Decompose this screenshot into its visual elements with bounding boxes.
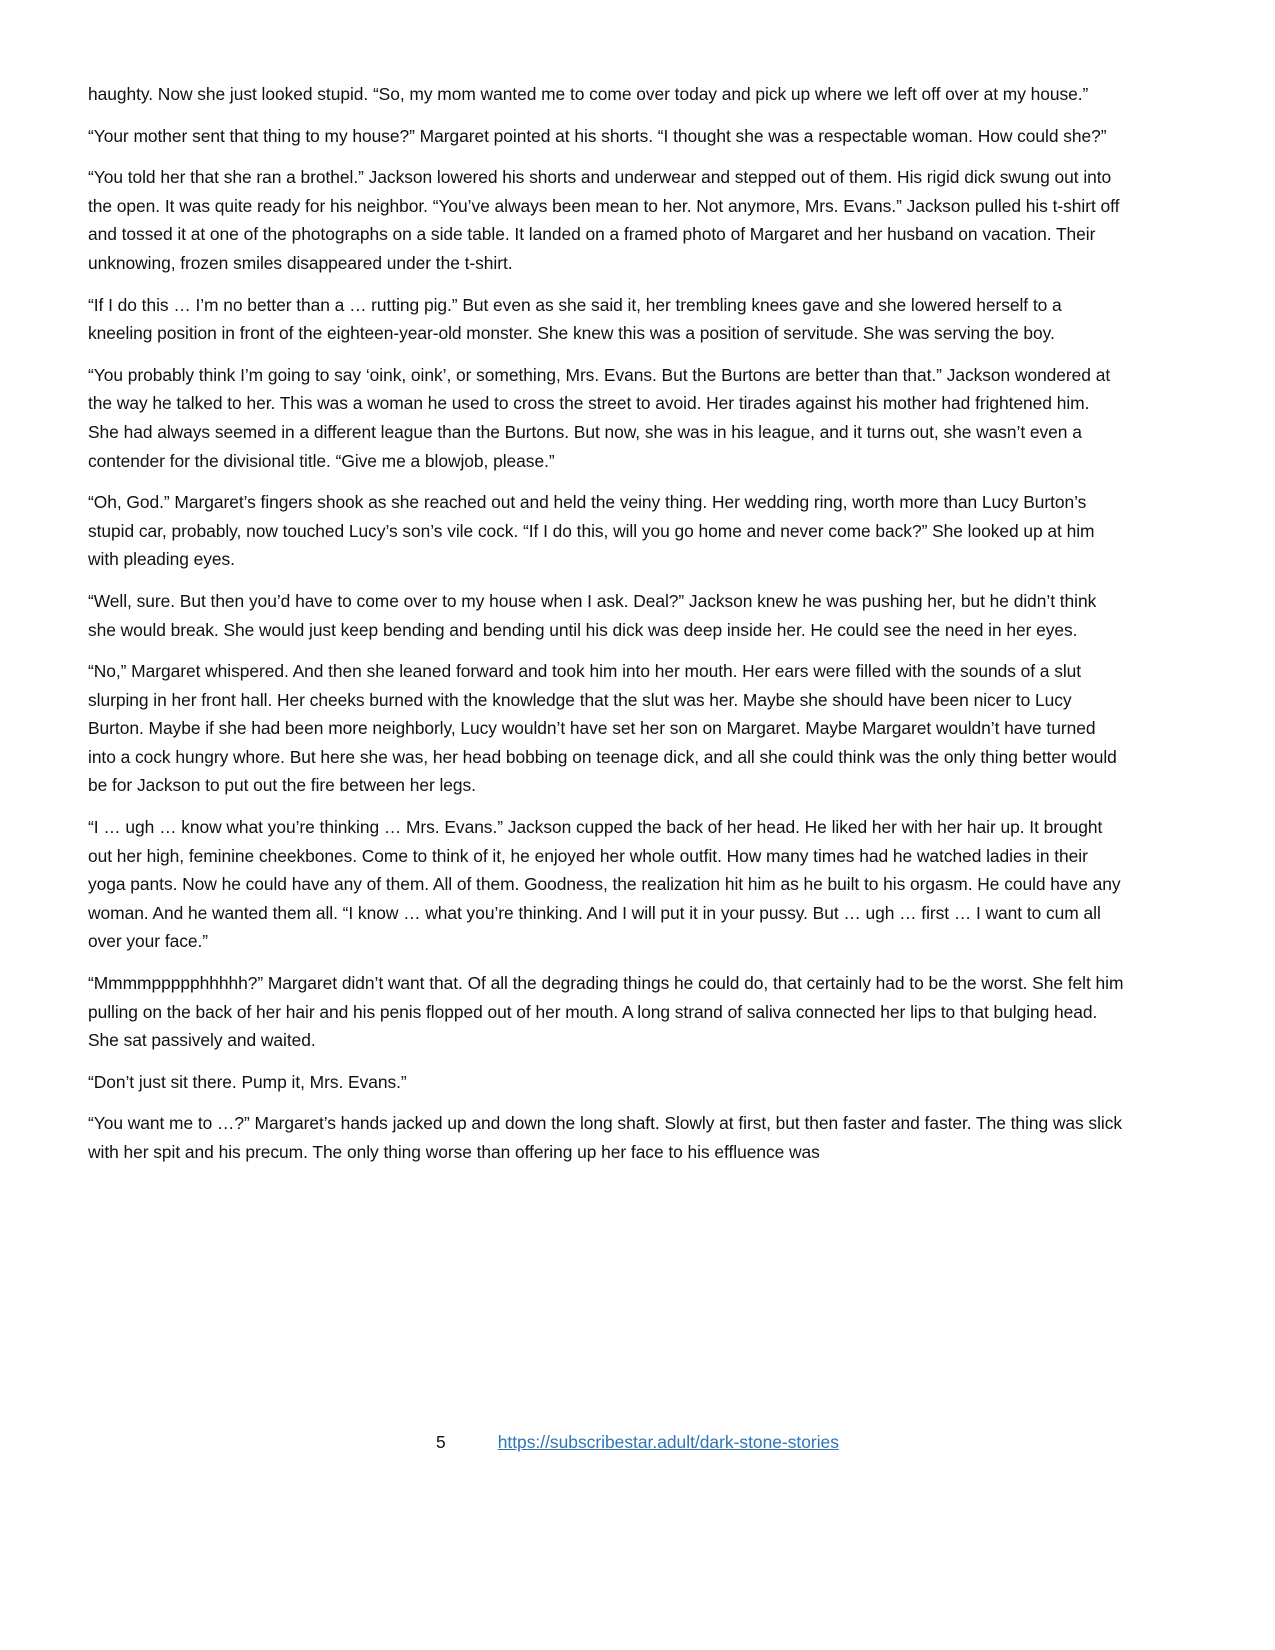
paragraph: haughty. Now she just looked stupid. “So, my mom wanted me to come over today and pick up where we left off over at my house.” [88,84,1089,104]
paragraph: “Mmmmppppphhhhh?” Margaret didn’t want that. Of all the degrading things he could do, that certainly had to be the worst. She felt him pulling on the back of her hair and his penis flopped out of her mouth. A long strand of saliva connected her lips to that bulging head. She sat passively and waited. [88,973,1124,1051]
paragraph: “You want me to …?” Margaret’s hands jacked up and down the long shaft. Slowly at first, but then faster and faster. The thing was slick with her spit and his precum. The only thing worse than offering up her face to his effluence was [88,1113,1122,1162]
paragraph: “No,” Margaret whispered. And then she leaned forward and took him into her mouth. Her ears were filled with the sounds of a slut slurping in her front hall. Her cheeks burned with the knowledge that the slut was her. Maybe she should have been nicer to Lucy Burton. Maybe if she had been more neighborly, Lucy wouldn’t have set her son on Margaret. Maybe Margaret wouldn’t have turned into a cock hungry whore. But here she was, her head bobbing on teenage dick, and all she could think was the only thing better would be for Jackson to put out the fire between her legs. [88,661,1117,796]
page-number: 5 [436,1432,446,1452]
paragraph: “You probably think I’m going to say ‘oink, oink’, or something, Mrs. Evans. But the Burtons are better than that.” Jackson wondered at the way he talked to her. This was a woman he used to cross the street to avoid. Her tirades against his mother had frightened him. She had always seemed in a different league than the Burtons. But now, she was in his league, and it turns out, she wasn’t even a contender for the divisional title. “Give me a blowjob, please.” [88,364,1111,471]
paragraph: “Well, sure. But then you’d have to come over to my house when I ask. Deal?” Jackson knew he was pushing her, but he didn’t think she would break. She would just keep bending and bending until his dick was deep inside her. He could see the need in her eyes. [88,590,1097,640]
paragraph: “I … ugh … know what you’re thinking … Mrs. Evans.” Jackson cupped the back of her head. He liked her with her hair up. It brought out her high, feminine cheekbones. Come to think of it, he enjoyed her whole outfit. How many times had he watched ladies in their yoga pants. Now he could have any of them. All of them. Goodness, the realization hit him as he built to his orgasm. He could have any woman. And he wanted them all. “I know … what you’re thinking. And I will put it in your pussy. But … ugh … first … I want to cum all over your face.” [88,817,1121,952]
paragraph: “Oh, God.” Margaret’s fingers shook as she reached out and held the veiny thing. Her wedding ring, worth more than Lucy Burton’s stupid car, probably, now touched Lucy’s son’s vile cock. “If I do this, will you go home and never come back?” She looked up at him with pleading eyes. [88,492,1095,570]
page-footer [88,1430,1187,1454]
document-body [88,80,1124,1180]
footer-link[interactable]: https://subscribestar.adult/dark-stone-stories [497,1432,839,1452]
paragraph: “If I do this … I’m no better than a … rutting pig.” But even as she said it, her trembling knees gave and she lowered herself to a kneeling position in front of the eighteen-year-old monster. She knew this was a position of servitude. She was serving the boy. [88,294,1062,344]
paragraph: “Don’t just sit there. Pump it, Mrs. Evans.” [88,1071,407,1092]
paragraph: “Your mother sent that thing to my house?” Margaret pointed at his shorts. “I thought she was a respectable woman. How could she?” [88,125,1107,146]
paragraph: “You told her that she ran a brothel.” Jackson lowered his shorts and underwear and stepped out of them. His rigid dick swung out into the open. It was quite ready for his neighbor. “You’ve always been mean to her. Not anymore, Mrs. Evans.” Jackson pulled his t-shirt off and tossed it at one of the photographs on a side table. It landed on a framed photo of Margaret and her husband on vacation. Their unknowing, frozen smiles disappeared under the t-shirt. [88,167,1120,273]
